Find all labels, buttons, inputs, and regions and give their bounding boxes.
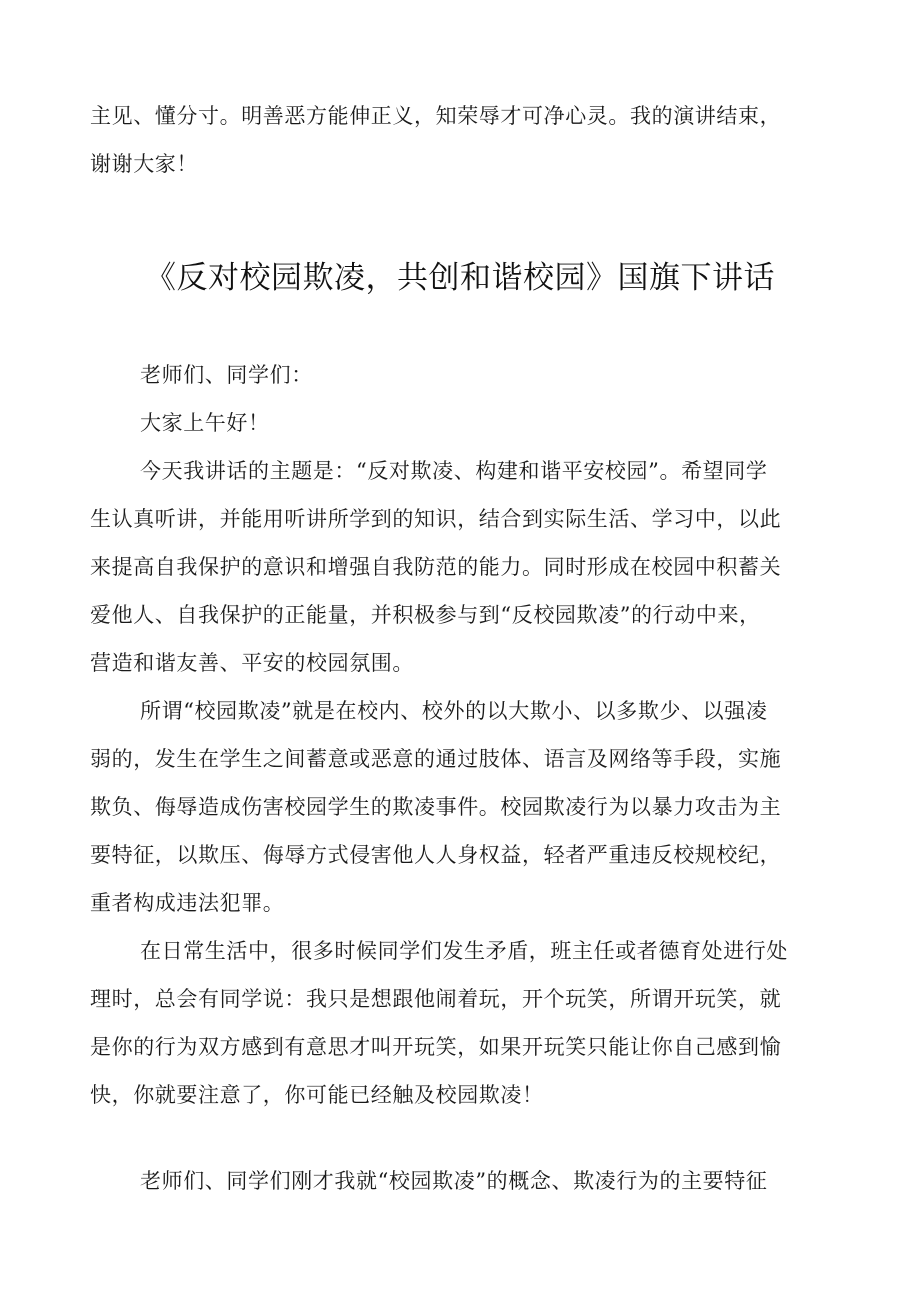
greeting: 大家上午好！ [140,411,270,435]
para2-line-4: 要特征，以欺压、侮辱方式侵害他人人身权益，轻者严重违反校规校纪， [90,843,782,867]
para4-line-1: 老师们、同学们刚才我就“校园欺凌”的概念、欺凌行为的主要特征 [140,1169,768,1193]
para1-line-1: 今天我讲话的主题是：“反对欺凌、构建和谐平安校园”。希望同学 [140,459,768,483]
intro-line-1: 主见、懂分寸。明善恶方能伸正义，知荣辱才可净心灵。我的演讲结束， [90,104,782,128]
para3-line-1: 在日常生活中，很多时候同学们发生矛盾，班主任或者德育处进行处 [140,939,788,963]
intro-line-2: 谢谢大家！ [90,152,198,176]
document-title: 《反对校园欺凌，共创和谐校园》国旗下讲话 [145,260,775,296]
salutation: 老师们、同学们： [140,363,313,387]
para3-line-4: 快，你就要注意了，你可能已经触及校园欺凌！ [90,1083,544,1107]
para2-line-3: 欺负、侮辱造成伤害校园学生的欺凌事件。校园欺凌行为以暴力攻击为主 [90,795,782,819]
para1-line-5: 营造和谐友善、平安的校园氛围。 [90,651,414,675]
para3-line-2: 理时，总会有同学说：我只是想跟他闹着玩，开个玩笑，所谓开玩笑，就 [90,987,782,1011]
para2-line-1: 所谓“校园欺凌”就是在校内、校外的以大欺小、以多欺少、以强凌 [140,699,768,723]
para1-line-3: 来提高自我保护的意识和增强自我防范的能力。同时形成在校园中积蓄关 [90,555,782,579]
para3-line-3: 是你的行为双方感到有意思才叫开玩笑，如果开玩笑只能让你自己感到愉 [90,1035,782,1059]
para1-line-4: 爱他人、自我保护的正能量，并积极参与到“反校园欺凌”的行动中来， [90,603,761,627]
para2-line-2: 弱的，发生在学生之间蓄意或恶意的通过肢体、语言及网络等手段，实施 [90,747,782,771]
para1-line-2: 生认真听讲，并能用听讲所学到的知识，结合到实际生活、学习中，以此 [90,507,782,531]
para2-line-5: 重者构成违法犯罪。 [90,891,285,915]
